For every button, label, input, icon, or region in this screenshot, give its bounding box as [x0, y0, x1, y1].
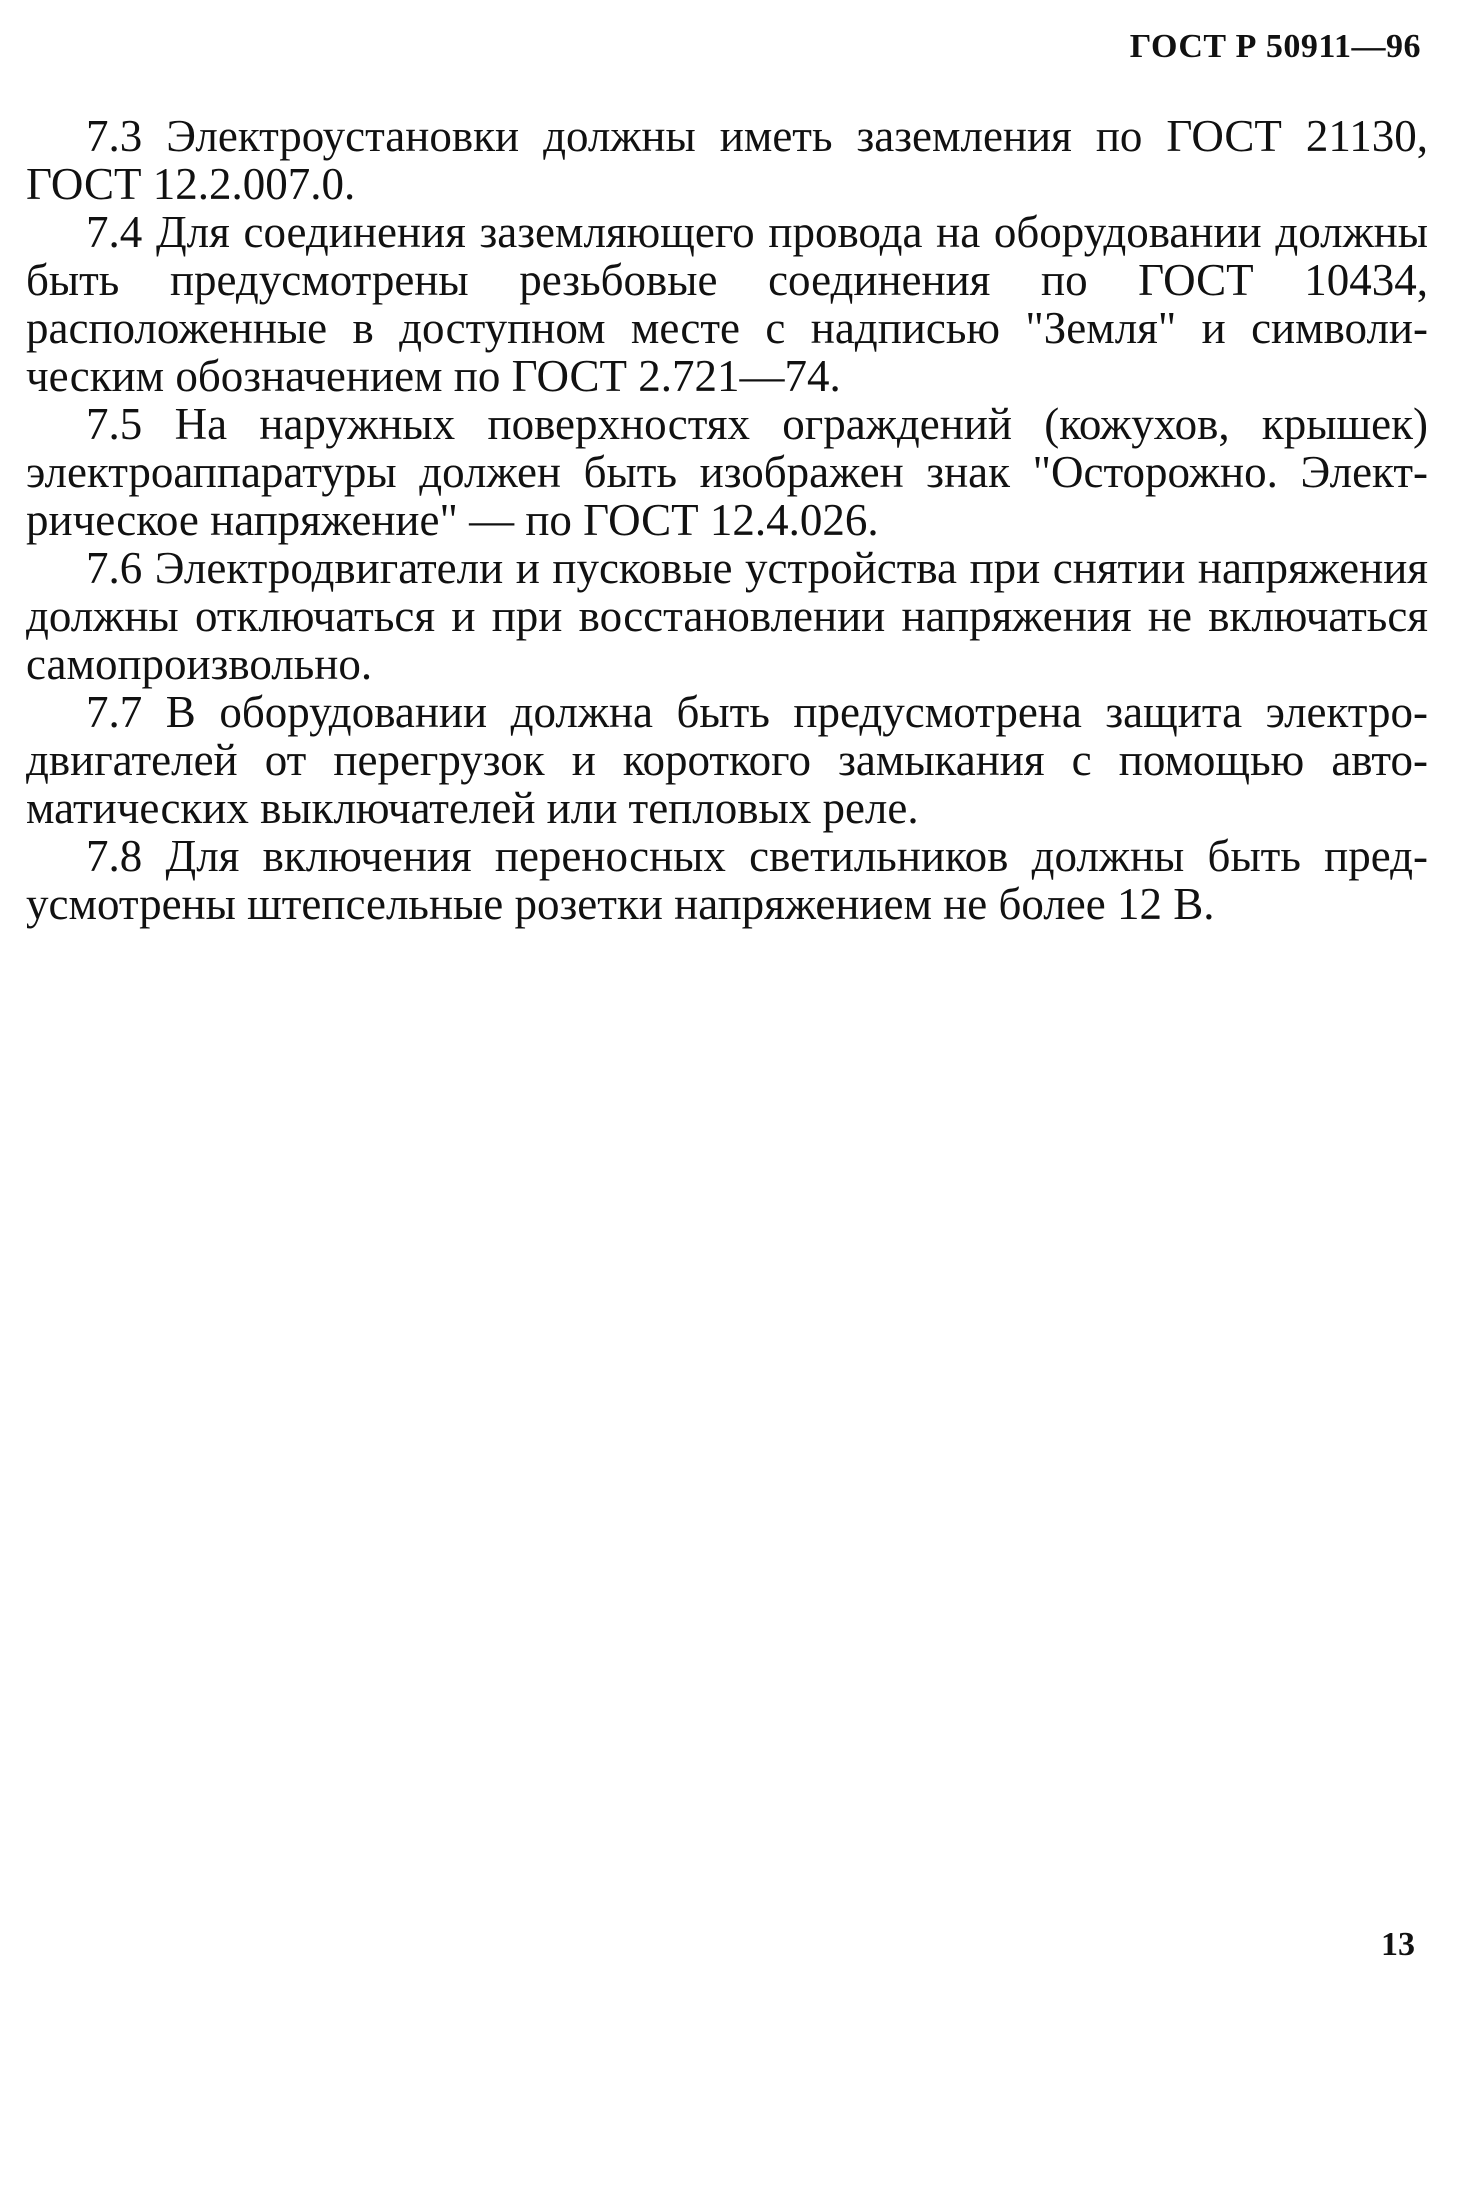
clause-7-3: 7.3 Электроустановки должны иметь заземления по ГОСТ 21130, ГОСТ 12.2.007.0. — [26, 111, 1428, 209]
clause-7-5: 7.5 На наружных поверхностях ограждений (кожухов, крышек) электроаппаратуры должен быть изображен знак "Осторожно. Электрическое напряжение" — по ГОСТ 12.4.026. — [26, 399, 1428, 545]
clause-7-8: 7.8 Для включения переносных светильников должны быть предусмотрены штепсельные розетки напряжением не более 12 В. — [26, 831, 1428, 929]
section-7-content — [26, 112, 1428, 928]
document-header: ГОСТ Р 50911—96 — [1129, 28, 1421, 65]
page-number: 13 — [1381, 1926, 1415, 1963]
clause-7-6: 7.6 Электродвигатели и пусковые устройства при снятии напряжения должны отключаться и при восстановлении напряжения не включаться самопроизвольно. — [26, 543, 1428, 689]
clause-7-4: 7.4 Для соединения заземляющего провода на оборудовании должны быть предусмотрены резьбовые соединения по ГОСТ 10434, расположенные в доступном месте с надписью "Земля" и символическим обозначением по ГОСТ 2.721—74. — [26, 207, 1428, 401]
clause-7-7: 7.7 В оборудовании должна быть предусмотрена защита электродвигателей от перегрузок и короткого замыкания с помощью автоматических выключателей или тепловых реле. — [26, 687, 1428, 833]
